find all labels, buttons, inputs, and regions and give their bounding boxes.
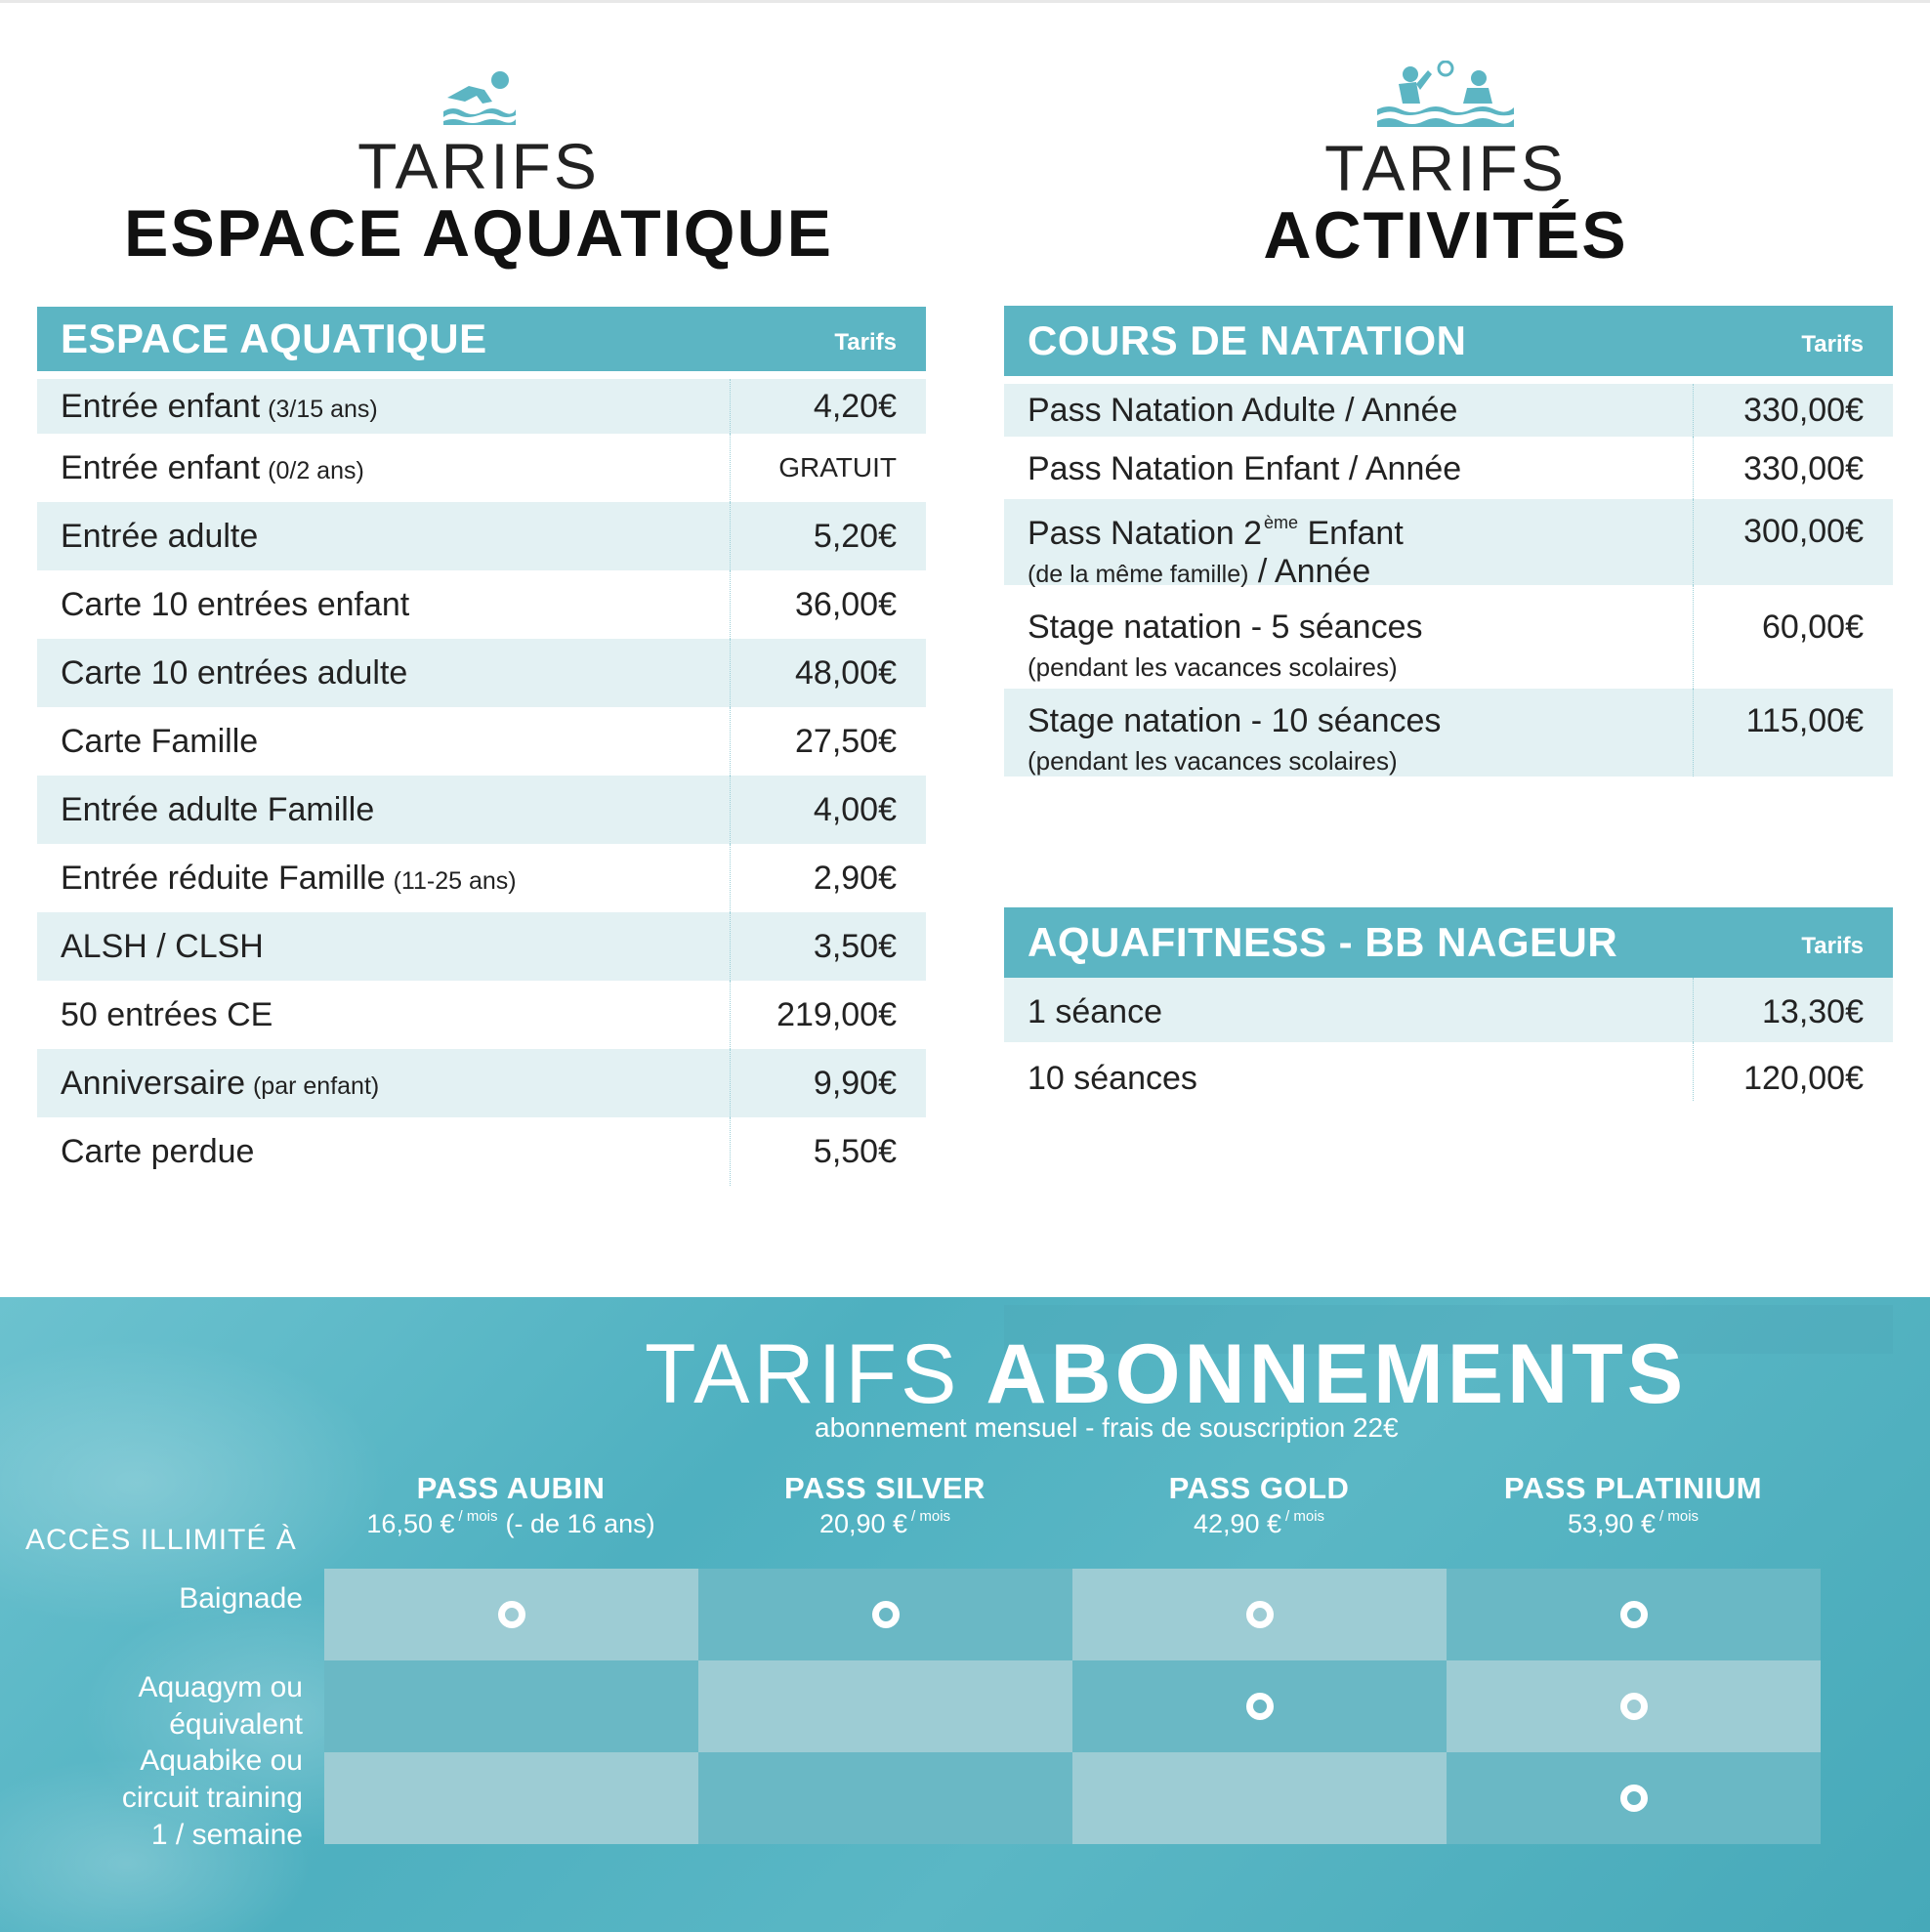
row-label: Carte Famille bbox=[37, 707, 731, 776]
row-price: 2,90€ bbox=[813, 859, 897, 897]
row-price: 3,50€ bbox=[813, 927, 897, 965]
grid-cell bbox=[1447, 1660, 1821, 1752]
row-label: Stage natation - 10 séances (pendant les vacances scolaires) bbox=[1004, 689, 1694, 777]
row-label: 10 séances bbox=[1004, 1042, 1694, 1101]
row-price: 330,00€ bbox=[1743, 392, 1864, 429]
grid-cell bbox=[1072, 1660, 1447, 1752]
grid-row bbox=[324, 1569, 1821, 1660]
pass-name: PASS AUBIN bbox=[416, 1471, 606, 1505]
row-price: 9,90€ bbox=[813, 1064, 897, 1102]
row-label: 50 entrées CE bbox=[37, 981, 731, 1049]
aquafitness-table bbox=[1004, 907, 1893, 1101]
cours-natation-table bbox=[1004, 306, 1893, 777]
feature-label: Aquagym ou équivalent bbox=[138, 1671, 303, 1741]
column-header-tarifs: Tarifs bbox=[834, 329, 897, 356]
row-price: 60,00€ bbox=[1762, 609, 1864, 646]
included-dot-icon bbox=[498, 1601, 525, 1628]
included-dot-icon bbox=[1246, 1601, 1274, 1628]
grid-cell bbox=[324, 1660, 698, 1752]
pass-header bbox=[698, 1471, 1071, 1539]
row-price: 27,50€ bbox=[795, 722, 897, 760]
row-label: Carte 10 entrées enfant bbox=[37, 570, 731, 639]
pass-price: 16,50 € $^{/ mois}$ (- de 16 ans) bbox=[366, 1508, 655, 1538]
row-price: GRATUIT bbox=[778, 452, 897, 483]
column-header-tarifs: Tarifs bbox=[1801, 933, 1864, 959]
table-row bbox=[37, 1049, 926, 1117]
espace-aquatique-table bbox=[37, 307, 926, 1186]
table-title: COURS DE NATATION bbox=[1028, 317, 1467, 363]
pass-header bbox=[324, 1471, 697, 1539]
pass-price: 53,90 € $^{/ mois}$ bbox=[1567, 1508, 1699, 1538]
table-row bbox=[37, 639, 926, 707]
included-dot-icon bbox=[1620, 1785, 1648, 1812]
row-price: 13,30€ bbox=[1762, 993, 1864, 1030]
grid-row bbox=[324, 1660, 1821, 1752]
abonnements-subtitle: abonnement mensuel - frais de souscription 22€ bbox=[815, 1412, 1399, 1443]
grid-cell bbox=[698, 1569, 1072, 1660]
pass-price: 42,90 € $^{/ mois}$ bbox=[1193, 1508, 1325, 1538]
table-row bbox=[1004, 978, 1893, 1042]
table-row bbox=[37, 570, 926, 639]
row-label: Entrée enfant (0/2 ans) bbox=[37, 434, 731, 502]
feature-label: Baignade bbox=[179, 1582, 303, 1615]
table-row bbox=[1004, 1042, 1893, 1101]
row-price: 48,00€ bbox=[795, 653, 897, 692]
table-row bbox=[1004, 689, 1893, 777]
row-label: Pass Natation Adulte / Année bbox=[1004, 384, 1694, 437]
activites-heading bbox=[1006, 61, 1885, 273]
table-header bbox=[37, 307, 926, 371]
table-row bbox=[37, 379, 926, 434]
grid-cell bbox=[1072, 1569, 1447, 1660]
row-label: Pass Natation 2 $^{ème}$ Enfant (de la même famille) / Année bbox=[1004, 499, 1694, 585]
water-play-icon bbox=[1377, 61, 1514, 129]
row-label: Stage natation - 5 séances (pendant les vacances scolaires) bbox=[1004, 585, 1694, 689]
row-price: 115,00€ bbox=[1745, 702, 1864, 739]
included-dot-icon bbox=[872, 1601, 900, 1628]
heading-bold: ACTIVITÉS bbox=[1263, 198, 1628, 273]
included-dot-icon bbox=[1620, 1601, 1648, 1628]
included-dot-icon bbox=[1246, 1693, 1274, 1720]
row-label: ALSH / CLSH bbox=[37, 912, 731, 981]
row-price: 5,50€ bbox=[813, 1132, 897, 1170]
table-title: ESPACE AQUATIQUE bbox=[61, 315, 487, 361]
row-label: Carte perdue bbox=[37, 1117, 731, 1186]
table-row bbox=[1004, 384, 1893, 437]
row-label: Pass Natation Enfant / Année bbox=[1004, 437, 1694, 499]
feature-label: Aquabike ou circuit training 1 / semaine bbox=[121, 1744, 303, 1851]
grid-cell bbox=[1072, 1752, 1447, 1844]
row-label: Carte 10 entrées adulte bbox=[37, 639, 731, 707]
row-label: 1 séance bbox=[1004, 978, 1694, 1042]
table-row bbox=[37, 707, 926, 776]
row-label: Anniversaire (par enfant) bbox=[37, 1049, 731, 1117]
row-price: 4,00€ bbox=[813, 790, 897, 828]
row-price: 219,00€ bbox=[776, 995, 897, 1033]
row-label: Entrée réduite Famille (11-25 ans) bbox=[37, 844, 731, 912]
table-row bbox=[37, 1117, 926, 1186]
row-price: 5,20€ bbox=[813, 517, 897, 555]
row-price: 4,20€ bbox=[813, 387, 897, 425]
grid-cell bbox=[1447, 1752, 1821, 1844]
grid-cell bbox=[1447, 1569, 1821, 1660]
grid-cell bbox=[324, 1569, 698, 1660]
row-price: 120,00€ bbox=[1743, 1060, 1864, 1097]
abonnements-grid bbox=[324, 1569, 1821, 1844]
included-dot-icon bbox=[1620, 1693, 1648, 1720]
acces-illimite-label: ACCÈS ILLIMITÉ À bbox=[25, 1524, 297, 1556]
table-header bbox=[1004, 306, 1893, 376]
heading-bold: ESPACE AQUATIQUE bbox=[124, 196, 833, 271]
heading-light: TARIFS bbox=[357, 130, 600, 202]
row-label: Entrée adulte Famille bbox=[37, 776, 731, 844]
table-header bbox=[1004, 907, 1893, 978]
abonnements-title: TARIFS ABONNEMENTS bbox=[645, 1327, 1688, 1421]
table-row bbox=[37, 981, 926, 1049]
table-row bbox=[37, 776, 926, 844]
top-divider bbox=[0, 0, 1930, 3]
abonnements-section bbox=[0, 1297, 1930, 1932]
table-row bbox=[1004, 499, 1893, 590]
pass-header bbox=[1447, 1471, 1820, 1539]
grid-cell bbox=[698, 1752, 1072, 1844]
espace-aquatique-heading bbox=[59, 68, 899, 271]
table-row bbox=[37, 434, 926, 502]
table-row bbox=[37, 912, 926, 981]
table-row bbox=[37, 502, 926, 570]
row-price: 300,00€ bbox=[1743, 513, 1864, 550]
grid-row bbox=[324, 1752, 1821, 1844]
row-price: 330,00€ bbox=[1743, 450, 1864, 487]
feature-labels bbox=[20, 1569, 303, 1851]
grid-cell bbox=[324, 1752, 698, 1844]
heading-light: TARIFS bbox=[1324, 132, 1567, 204]
pass-price: 20,90 € $^{/ mois}$ bbox=[818, 1508, 951, 1538]
row-label: Entrée adulte bbox=[37, 502, 731, 570]
row-price: 36,00€ bbox=[795, 585, 897, 623]
swimmer-icon bbox=[440, 68, 518, 127]
pass-name: PASS GOLD bbox=[1168, 1471, 1350, 1505]
table-row bbox=[1004, 585, 1893, 689]
column-header-tarifs: Tarifs bbox=[1801, 331, 1864, 357]
table-row bbox=[37, 844, 926, 912]
grid-cell bbox=[698, 1660, 1072, 1752]
pass-name: PASS SILVER bbox=[784, 1471, 986, 1505]
pass-name: PASS PLATINIUM bbox=[1503, 1471, 1763, 1505]
table-title: AQUAFITNESS - BB NAGEUR bbox=[1028, 919, 1618, 965]
table-row bbox=[1004, 437, 1893, 499]
pass-header bbox=[1072, 1471, 1446, 1539]
row-label: Entrée enfant (3/15 ans) bbox=[37, 379, 731, 434]
